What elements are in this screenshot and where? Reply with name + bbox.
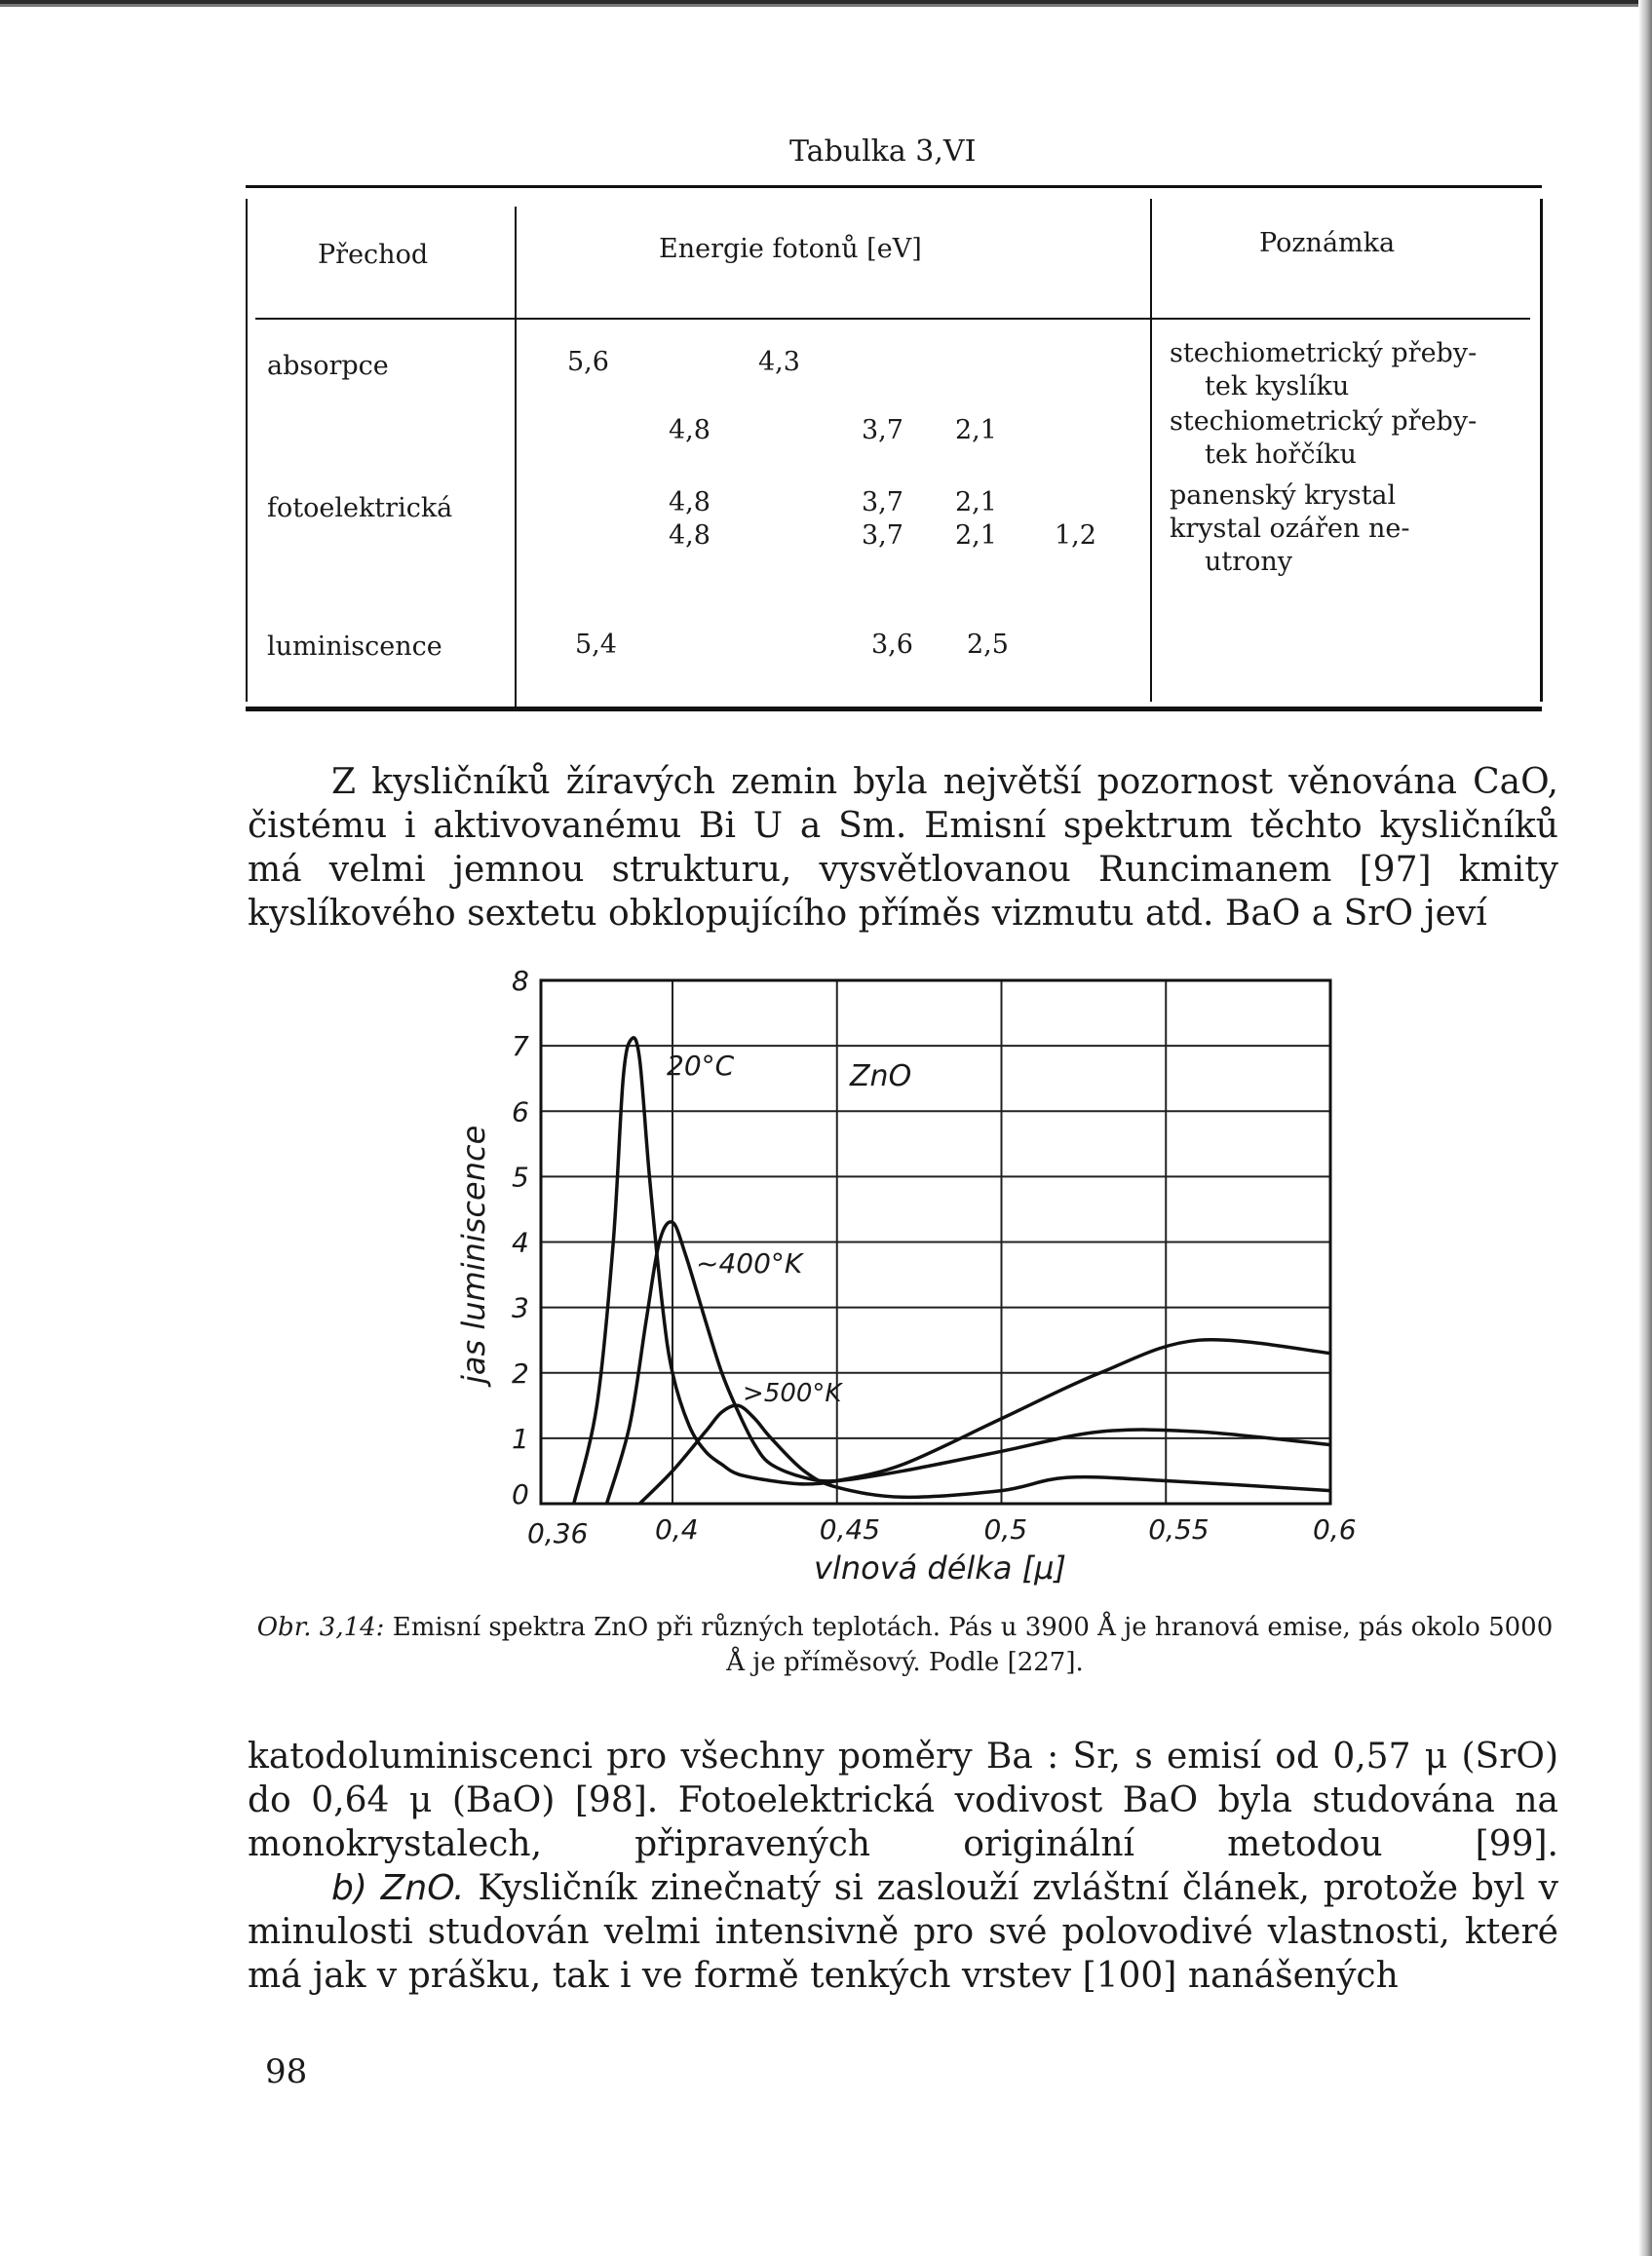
energy-cell: 3,6 (871, 630, 913, 660)
energy-cell: 2,1 (955, 487, 997, 517)
table-col-rule-2 (1150, 199, 1152, 702)
note-line: stechiometrický přeby- (1170, 338, 1478, 368)
x-tick-label: 0,36 (527, 1517, 589, 1549)
x-tick-label: 0,6 (1313, 1513, 1357, 1546)
scan-right-edge (1638, 0, 1652, 2256)
table-right-rule (1540, 199, 1543, 702)
note-4 (1170, 513, 1409, 579)
energy-cell: 3,7 (862, 415, 903, 445)
page-number: 98 (265, 2052, 308, 2091)
y-tick-label: 1 (512, 1422, 529, 1455)
energy-cell: 4,3 (758, 347, 800, 377)
x-tick-label: 0,4 (655, 1513, 699, 1546)
note-3 (1170, 479, 1396, 513)
paragraph-1-text: Z kysličníků žíravých zemin byla největší pozornost věnována CaO, čistému i aktivovanému Bi U a Sm. Emisní spektrum těchto kysličníků má velmi jemnou strukturu, vysvětlovanou Runcimanem [97] kmity kyslíkového sextetu obklopujícího příměs vizmutu atd. BaO a SrO jeví (248, 762, 1558, 934)
note-line: utrony (1205, 547, 1293, 577)
table-caption: Tabulka 3,VI (789, 134, 977, 169)
energy-cell: 5,6 (567, 347, 609, 377)
x-tick-label: 0,45 (819, 1513, 881, 1546)
y-axis-label: jas luminiscence (455, 1125, 492, 1384)
scan-top-edge (0, 0, 1652, 14)
annotation-20c: 20°C (667, 1050, 735, 1082)
series-line (607, 1222, 1331, 1504)
energy-cell: 2,1 (955, 520, 997, 551)
y-tick-label: 2 (512, 1357, 529, 1390)
table-left-rule (246, 199, 248, 702)
table-top-rule (246, 185, 1542, 188)
plot-frame (541, 980, 1330, 1504)
series-line (639, 1405, 1330, 1504)
table-header-rule (255, 318, 1530, 320)
energy-cell: 4,8 (669, 487, 711, 517)
y-tick-label: 8 (512, 965, 529, 997)
annotation-zno: ZnO (850, 1059, 912, 1093)
y-tick-label: 6 (512, 1095, 529, 1128)
paragraph-2-3 (248, 1735, 1558, 1998)
note-line: stechiometrický přeby- (1170, 406, 1478, 437)
x-tick-label: 0,5 (983, 1513, 1028, 1546)
x-tick-label: 0,55 (1148, 1513, 1210, 1546)
note-line: panenský krystal (1170, 480, 1397, 511)
paragraph-2-text: katodoluminiscenci pro všechny poměry Ba : Sr, s emisí od 0,57 μ (SrO) do 0,64 μ (BaO) [98]. Fotoelektrická vodivost BaO byla studována na monokrystalech, připravených originální metodou [99]. (248, 1737, 1558, 1864)
energy-cell: 4,8 (669, 520, 711, 551)
table-bottom-rule (246, 707, 1542, 711)
paragraph-1 (248, 760, 1558, 936)
energy-table (246, 185, 1542, 707)
energy-cell: 3,7 (862, 487, 903, 517)
note-line: tek kyslíku (1205, 371, 1350, 401)
energy-cell: 2,1 (955, 415, 997, 445)
figure-caption (250, 1610, 1560, 1680)
paragraph-3-label: b) ZnO. (331, 1868, 465, 1908)
y-tick-label: 4 (512, 1226, 529, 1259)
series-line (574, 1038, 1330, 1504)
note-1 (1170, 337, 1477, 403)
paragraph-3-text: Kysličník zinečnatý si zaslouží zvláštní článek, protože byl v minulosti studován velmi intensivně pro své polovodivé vlastnosti, které má jak v prášku, tak i ve formě tenkých vrstev [100] nanášených (248, 1868, 1559, 1996)
y-tick-label: 7 (512, 1030, 529, 1063)
energy-cell: 5,4 (575, 630, 617, 660)
x-axis-label: vlnová délka [μ] (814, 1549, 1066, 1587)
figure-caption-label: Obr. 3,14: (256, 1613, 385, 1642)
energy-cell: 2,5 (967, 630, 1009, 660)
header-prechod: Přechod (318, 240, 429, 270)
row-label-luminiscence: luminiscence (267, 631, 442, 662)
paragraph-3 (248, 1866, 1558, 1998)
energy-cell: 1,2 (1055, 520, 1096, 551)
header-energie: Energie fotonů [eV] (659, 234, 922, 264)
header-poznamka: Poznámka (1259, 228, 1396, 258)
y-tick-label: 3 (512, 1291, 529, 1324)
energy-cell: 3,7 (862, 520, 903, 551)
annotation-400k: ~400°K (696, 1247, 803, 1280)
note-line: tek hořčíku (1205, 440, 1357, 470)
energy-cell: 4,8 (669, 415, 711, 445)
table-col-rule-1 (515, 207, 517, 709)
row-label-absorpce: absorpce (267, 351, 389, 381)
note-2 (1170, 405, 1477, 472)
y-tick-label: 5 (512, 1161, 529, 1194)
note-line: krystal ozářen ne- (1170, 514, 1410, 544)
row-label-fotoelektricka: fotoelektrická (267, 493, 453, 523)
y-tick-label: 0 (512, 1478, 529, 1510)
figure-caption-text: Emisní spektra ZnO při různých teplotách. Pás u 3900 Å je hranová emise, pás okolo 5000 Å je příměsový. Podle [227]. (392, 1613, 1554, 1677)
annotation-500k: >500°K (743, 1379, 842, 1408)
